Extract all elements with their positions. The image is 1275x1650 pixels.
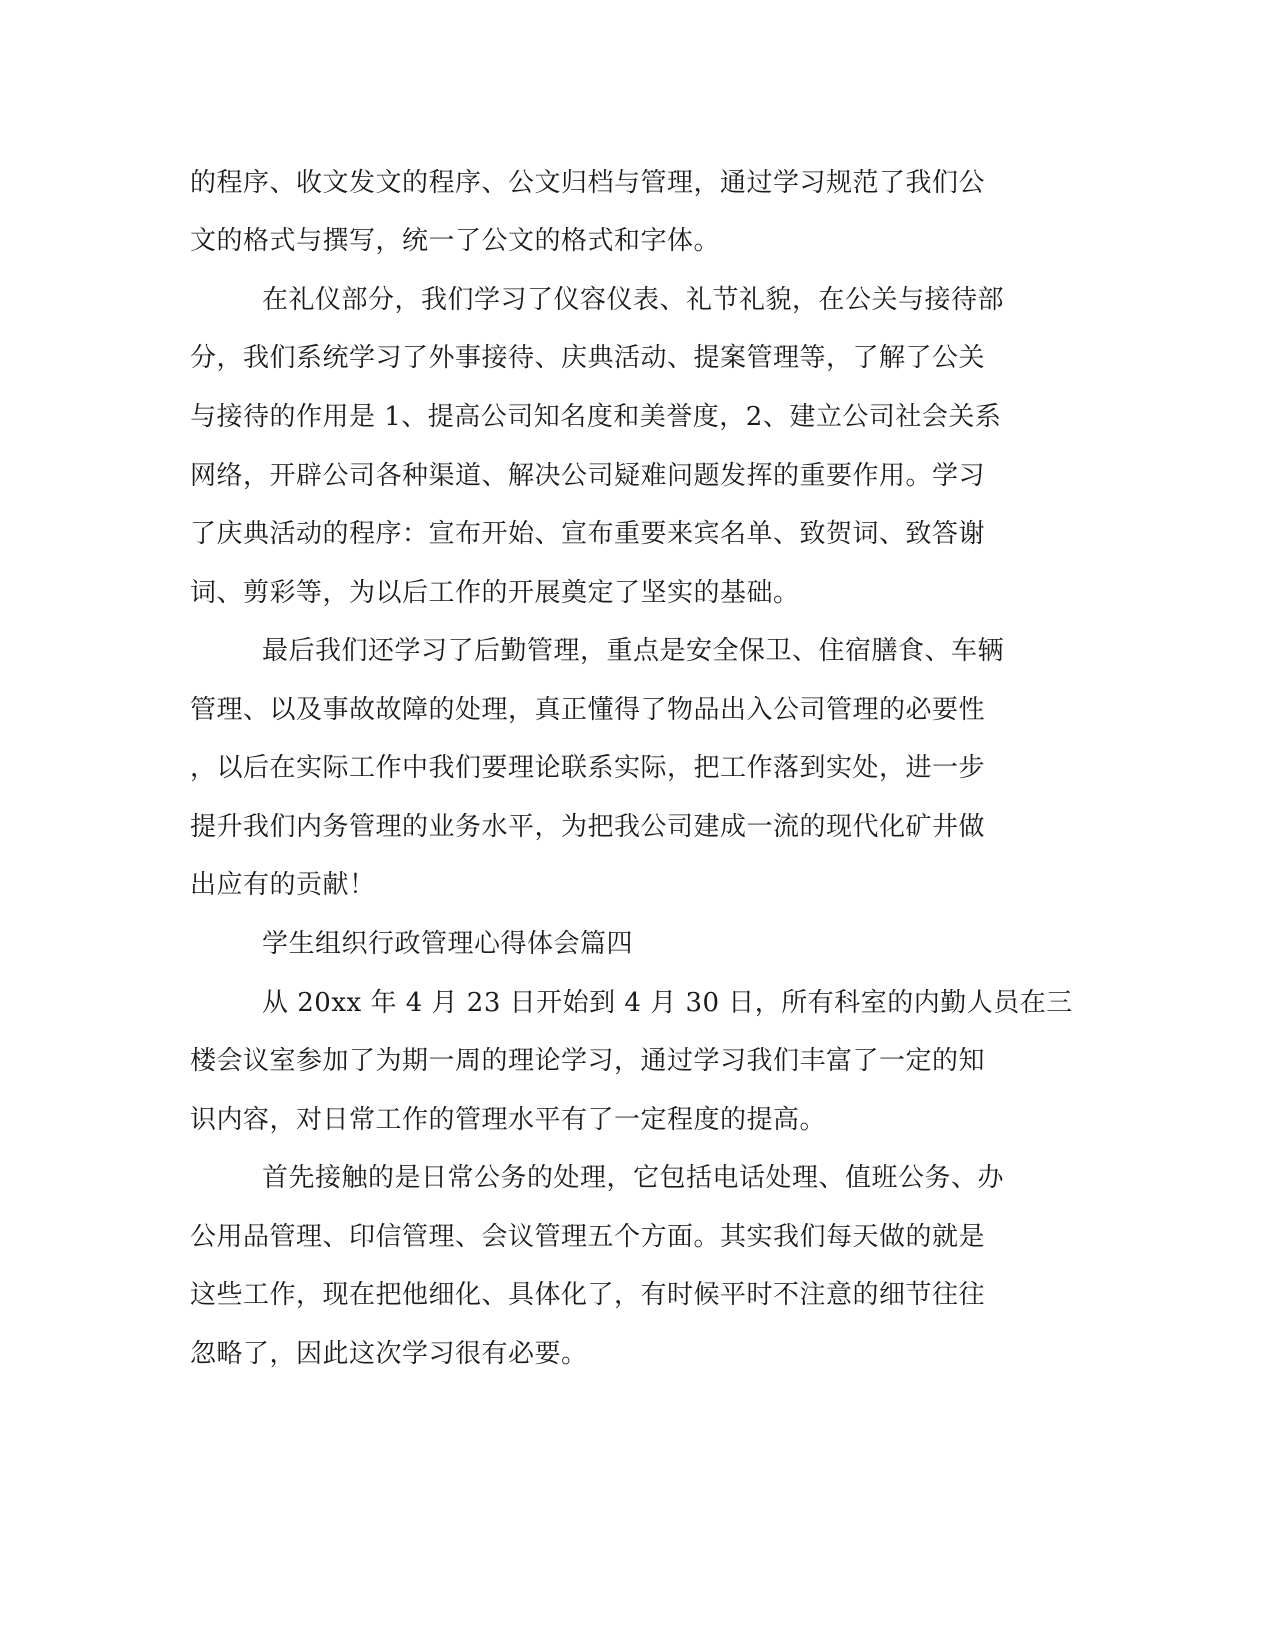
text-line: 与接待的作用是 1、提高公司知名度和美誉度，2、建立公司社会关系 [190,402,1002,432]
paragraph-start: 最后我们还学习了后勤管理，重点是安全保卫、住宿膳食、车辆 [262,636,1005,666]
paragraph-start: 首先接触的是日常公务的处理，它包括电话处理、值班公务、办 [262,1163,1005,1193]
paragraph-start: 在礼仪部分，我们学习了仪容仪表、礼节礼貌，在公关与接待部 [262,285,1005,315]
text-line: 管理、以及事故故障的处理，真正懂得了物品出入公司管理的必要性 [190,695,986,725]
text-line: 分，我们系统学习了外事接待、庆典活动、提案管理等，了解了公关 [190,343,986,373]
text-line: ，以后在实际工作中我们要理论联系实际，把工作落到实处，进一步 [190,753,986,783]
text-line: 公用品管理、印信管理、会议管理五个方面。其实我们每天做的就是 [190,1222,986,1252]
text-line: 提升我们内务管理的业务水平，为把我公司建成一流的现代化矿井做 [190,812,986,842]
text-line: 出应有的贡献！ [190,870,376,900]
text-line: 忽略了，因此这次学习很有必要。 [190,1339,588,1369]
text-line: 的程序、收文发文的程序、公文归档与管理，通过学习规范了我们公 [190,168,986,198]
text-line: 这些工作，现在把他细化、具体化了，有时候平时不注意的细节往往 [190,1280,986,1310]
text-line: 识内容，对日常工作的管理水平有了一定程度的提高。 [190,1105,827,1135]
text-line: 文的格式与撰写，统一了公文的格式和字体。 [190,226,721,256]
text-line: 楼会议室参加了为期一周的理论学习，通过学习我们丰富了一定的知 [190,1046,986,1076]
paragraph-start: 从 20xx 年 4 月 23 日开始到 4 月 30 日，所有科室的内勤人员在三 [262,988,1073,1018]
text-line: 了庆典活动的程序：宣布开始、宣布重要来宾名单、致贺词、致答谢 [190,519,986,549]
text-line: 网络，开辟公司各种渠道、解决公司疑难问题发挥的重要作用。学习 [190,461,986,491]
text-line: 词、剪彩等，为以后工作的开展奠定了坚实的基础。 [190,578,800,608]
section-heading: 学生组织行政管理心得体会篇四 [262,929,634,959]
